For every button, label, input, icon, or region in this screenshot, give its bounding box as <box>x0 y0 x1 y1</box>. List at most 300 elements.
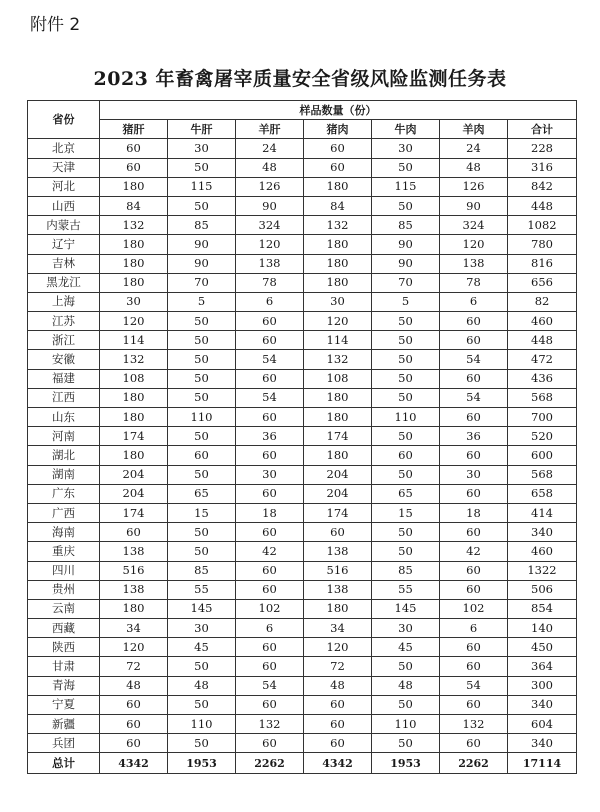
table-row <box>28 619 577 638</box>
count-cell: 60 <box>236 312 304 331</box>
count-cell: 90 <box>372 254 440 273</box>
count-cell: 78 <box>236 273 304 292</box>
count-cell: 60 <box>440 369 508 388</box>
count-cell: 30 <box>100 292 168 311</box>
header-column: 羊肝 <box>236 120 304 139</box>
count-cell: 60 <box>440 446 508 465</box>
province-cell: 浙江 <box>28 331 100 350</box>
count-cell: 174 <box>304 427 372 446</box>
count-cell: 60 <box>304 695 372 714</box>
count-cell: 6 <box>440 292 508 311</box>
count-cell: 30 <box>440 465 508 484</box>
count-cell: 204 <box>100 465 168 484</box>
count-cell: 854 <box>508 599 577 618</box>
count-cell: 132 <box>100 216 168 235</box>
count-cell: 30 <box>304 292 372 311</box>
count-cell: 36 <box>236 427 304 446</box>
count-cell: 54 <box>236 388 304 407</box>
count-cell: 436 <box>508 369 577 388</box>
count-cell: 180 <box>100 177 168 196</box>
count-cell: 460 <box>508 312 577 331</box>
count-cell: 60 <box>236 484 304 503</box>
count-cell: 50 <box>372 734 440 753</box>
table-row <box>28 676 577 695</box>
count-cell: 110 <box>372 408 440 427</box>
count-cell: 600 <box>508 446 577 465</box>
count-cell: 50 <box>372 331 440 350</box>
table-row <box>28 542 577 561</box>
count-cell: 842 <box>508 177 577 196</box>
count-cell: 138 <box>304 542 372 561</box>
count-cell: 84 <box>304 196 372 215</box>
count-cell: 700 <box>508 408 577 427</box>
total-cell: 4342 <box>100 753 168 774</box>
province-cell: 湖南 <box>28 465 100 484</box>
province-cell: 上海 <box>28 292 100 311</box>
header-column: 猪肝 <box>100 120 168 139</box>
count-cell: 42 <box>440 542 508 561</box>
count-cell: 180 <box>304 177 372 196</box>
count-cell: 6 <box>236 292 304 311</box>
table-row <box>28 715 577 734</box>
province-cell: 山西 <box>28 196 100 215</box>
count-cell: 30 <box>372 139 440 158</box>
count-cell: 85 <box>372 216 440 235</box>
count-cell: 50 <box>168 312 236 331</box>
count-cell: 180 <box>304 388 372 407</box>
count-cell: 110 <box>168 408 236 427</box>
count-cell: 55 <box>372 580 440 599</box>
count-cell: 50 <box>168 695 236 714</box>
count-cell: 60 <box>236 523 304 542</box>
count-cell: 50 <box>168 196 236 215</box>
count-cell: 120 <box>304 312 372 331</box>
count-cell: 50 <box>372 657 440 676</box>
count-cell: 138 <box>440 254 508 273</box>
count-cell: 60 <box>304 158 372 177</box>
count-cell: 60 <box>440 312 508 331</box>
count-cell: 90 <box>440 196 508 215</box>
count-cell: 140 <box>508 619 577 638</box>
count-cell: 54 <box>440 388 508 407</box>
count-cell: 60 <box>100 695 168 714</box>
count-cell: 180 <box>304 235 372 254</box>
count-cell: 568 <box>508 465 577 484</box>
count-cell: 520 <box>508 427 577 446</box>
count-cell: 50 <box>168 331 236 350</box>
province-cell: 重庆 <box>28 542 100 561</box>
count-cell: 50 <box>168 523 236 542</box>
count-cell: 180 <box>100 254 168 273</box>
count-cell: 50 <box>372 350 440 369</box>
count-cell: 50 <box>372 312 440 331</box>
table-row <box>28 139 577 158</box>
count-cell: 120 <box>100 638 168 657</box>
table-row <box>28 408 577 427</box>
table-row <box>28 599 577 618</box>
count-cell: 340 <box>508 734 577 753</box>
count-cell: 656 <box>508 273 577 292</box>
count-cell: 72 <box>100 657 168 676</box>
table-row <box>28 273 577 292</box>
count-cell: 180 <box>304 273 372 292</box>
header-row-group <box>28 101 577 120</box>
count-cell: 414 <box>508 503 577 522</box>
count-cell: 340 <box>508 695 577 714</box>
table-body <box>28 139 577 753</box>
count-cell: 65 <box>372 484 440 503</box>
count-cell: 60 <box>100 715 168 734</box>
count-cell: 506 <box>508 580 577 599</box>
count-cell: 18 <box>236 503 304 522</box>
count-cell: 132 <box>304 350 372 369</box>
count-cell: 1082 <box>508 216 577 235</box>
count-cell: 60 <box>440 695 508 714</box>
total-cell: 2262 <box>236 753 304 774</box>
count-cell: 54 <box>440 676 508 695</box>
count-cell: 85 <box>168 561 236 580</box>
count-cell: 60 <box>100 734 168 753</box>
province-cell: 海南 <box>28 523 100 542</box>
count-cell: 90 <box>168 235 236 254</box>
count-cell: 60 <box>100 158 168 177</box>
count-cell: 65 <box>168 484 236 503</box>
count-cell: 5 <box>372 292 440 311</box>
count-cell: 50 <box>168 427 236 446</box>
count-cell: 60 <box>440 331 508 350</box>
province-cell: 安徽 <box>28 350 100 369</box>
count-cell: 180 <box>304 254 372 273</box>
count-cell: 50 <box>168 734 236 753</box>
province-cell: 四川 <box>28 561 100 580</box>
count-cell: 60 <box>236 446 304 465</box>
count-cell: 138 <box>100 580 168 599</box>
header-column: 合计 <box>508 120 577 139</box>
count-cell: 174 <box>100 427 168 446</box>
table-row <box>28 561 577 580</box>
count-cell: 15 <box>372 503 440 522</box>
province-cell: 贵州 <box>28 580 100 599</box>
count-cell: 114 <box>304 331 372 350</box>
count-cell: 36 <box>440 427 508 446</box>
count-cell: 34 <box>100 619 168 638</box>
count-cell: 45 <box>168 638 236 657</box>
header-column: 羊肉 <box>440 120 508 139</box>
province-cell: 甘肃 <box>28 657 100 676</box>
header-sample-count: 样品数量（份） <box>100 101 577 120</box>
count-cell: 228 <box>508 139 577 158</box>
count-cell: 50 <box>168 350 236 369</box>
count-cell: 180 <box>304 599 372 618</box>
count-cell: 30 <box>168 139 236 158</box>
document-title: 2023 年畜禽屠宰质量安全省级风险监测任务表 <box>93 68 507 90</box>
count-cell: 138 <box>304 580 372 599</box>
count-cell: 54 <box>440 350 508 369</box>
count-cell: 50 <box>372 369 440 388</box>
province-cell: 广东 <box>28 484 100 503</box>
count-cell: 60 <box>236 695 304 714</box>
province-cell: 辽宁 <box>28 235 100 254</box>
count-cell: 82 <box>508 292 577 311</box>
count-cell: 60 <box>236 561 304 580</box>
count-cell: 460 <box>508 542 577 561</box>
count-cell: 15 <box>168 503 236 522</box>
count-cell: 174 <box>100 503 168 522</box>
count-cell: 50 <box>168 542 236 561</box>
table-row <box>28 734 577 753</box>
count-cell: 84 <box>100 196 168 215</box>
header-column: 牛肉 <box>372 120 440 139</box>
table-row <box>28 465 577 484</box>
table-row <box>28 503 577 522</box>
count-cell: 60 <box>236 638 304 657</box>
count-cell: 60 <box>304 715 372 734</box>
count-cell: 450 <box>508 638 577 657</box>
count-cell: 24 <box>236 139 304 158</box>
count-cell: 50 <box>168 369 236 388</box>
count-cell: 50 <box>168 158 236 177</box>
count-cell: 180 <box>100 235 168 254</box>
count-cell: 138 <box>236 254 304 273</box>
count-cell: 60 <box>304 139 372 158</box>
count-cell: 60 <box>100 523 168 542</box>
count-cell: 180 <box>100 273 168 292</box>
count-cell: 48 <box>168 676 236 695</box>
count-cell: 60 <box>440 523 508 542</box>
attachment-label: 附件 2 <box>30 15 81 35</box>
count-cell: 50 <box>372 523 440 542</box>
count-cell: 60 <box>440 408 508 427</box>
province-cell: 广西 <box>28 503 100 522</box>
table-row <box>28 350 577 369</box>
count-cell: 115 <box>372 177 440 196</box>
count-cell: 110 <box>168 715 236 734</box>
count-cell: 70 <box>372 273 440 292</box>
count-cell: 60 <box>100 139 168 158</box>
province-cell: 云南 <box>28 599 100 618</box>
province-cell: 河北 <box>28 177 100 196</box>
table-row <box>28 657 577 676</box>
province-cell: 北京 <box>28 139 100 158</box>
count-cell: 72 <box>304 657 372 676</box>
count-cell: 50 <box>168 388 236 407</box>
table-row <box>28 196 577 215</box>
count-cell: 50 <box>168 465 236 484</box>
count-cell: 180 <box>100 388 168 407</box>
count-cell: 108 <box>100 369 168 388</box>
count-cell: 30 <box>372 619 440 638</box>
count-cell: 120 <box>236 235 304 254</box>
count-cell: 448 <box>508 196 577 215</box>
province-cell: 黑龙江 <box>28 273 100 292</box>
count-cell: 50 <box>372 427 440 446</box>
count-cell: 85 <box>168 216 236 235</box>
count-cell: 78 <box>440 273 508 292</box>
count-cell: 132 <box>236 715 304 734</box>
table-row <box>28 158 577 177</box>
count-cell: 48 <box>304 676 372 695</box>
count-cell: 120 <box>440 235 508 254</box>
count-cell: 120 <box>100 312 168 331</box>
count-cell: 30 <box>168 619 236 638</box>
count-cell: 180 <box>100 599 168 618</box>
table-row <box>28 388 577 407</box>
count-cell: 60 <box>168 446 236 465</box>
table-row <box>28 369 577 388</box>
count-cell: 60 <box>440 561 508 580</box>
table-row <box>28 695 577 714</box>
count-cell: 60 <box>304 734 372 753</box>
table-row <box>28 580 577 599</box>
count-cell: 568 <box>508 388 577 407</box>
header-column: 牛肝 <box>168 120 236 139</box>
count-cell: 45 <box>372 638 440 657</box>
count-cell: 50 <box>372 388 440 407</box>
province-cell: 新疆 <box>28 715 100 734</box>
province-cell: 青海 <box>28 676 100 695</box>
count-cell: 340 <box>508 523 577 542</box>
province-cell: 兵团 <box>28 734 100 753</box>
count-cell: 60 <box>236 657 304 676</box>
header-row-columns <box>28 120 577 139</box>
count-cell: 70 <box>168 273 236 292</box>
table-row <box>28 638 577 657</box>
count-cell: 120 <box>304 638 372 657</box>
count-cell: 180 <box>100 408 168 427</box>
province-cell: 江苏 <box>28 312 100 331</box>
count-cell: 60 <box>440 484 508 503</box>
count-cell: 180 <box>100 446 168 465</box>
count-cell: 1322 <box>508 561 577 580</box>
count-cell: 132 <box>440 715 508 734</box>
count-cell: 102 <box>236 599 304 618</box>
province-cell: 内蒙古 <box>28 216 100 235</box>
count-cell: 364 <box>508 657 577 676</box>
count-cell: 115 <box>168 177 236 196</box>
count-cell: 50 <box>372 695 440 714</box>
count-cell: 42 <box>236 542 304 561</box>
province-cell: 山东 <box>28 408 100 427</box>
table-row <box>28 312 577 331</box>
count-cell: 90 <box>236 196 304 215</box>
count-cell: 60 <box>304 523 372 542</box>
count-cell: 658 <box>508 484 577 503</box>
total-cell: 2262 <box>440 753 508 774</box>
count-cell: 60 <box>236 580 304 599</box>
province-cell: 宁夏 <box>28 695 100 714</box>
count-cell: 55 <box>168 580 236 599</box>
count-cell: 472 <box>508 350 577 369</box>
count-cell: 60 <box>236 408 304 427</box>
count-cell: 316 <box>508 158 577 177</box>
count-cell: 132 <box>100 350 168 369</box>
count-cell: 60 <box>440 580 508 599</box>
total-row <box>28 753 577 774</box>
count-cell: 50 <box>372 196 440 215</box>
table-header <box>28 101 577 139</box>
count-cell: 48 <box>372 676 440 695</box>
count-cell: 18 <box>440 503 508 522</box>
province-cell: 天津 <box>28 158 100 177</box>
count-cell: 300 <box>508 676 577 695</box>
total-label: 总计 <box>28 753 100 774</box>
header-province: 省份 <box>28 101 100 139</box>
count-cell: 516 <box>304 561 372 580</box>
count-cell: 126 <box>236 177 304 196</box>
count-cell: 34 <box>304 619 372 638</box>
province-cell: 西藏 <box>28 619 100 638</box>
count-cell: 54 <box>236 676 304 695</box>
count-cell: 145 <box>168 599 236 618</box>
count-cell: 516 <box>100 561 168 580</box>
count-cell: 780 <box>508 235 577 254</box>
table-row <box>28 177 577 196</box>
table-row <box>28 235 577 254</box>
count-cell: 54 <box>236 350 304 369</box>
count-cell: 816 <box>508 254 577 273</box>
count-cell: 108 <box>304 369 372 388</box>
province-cell: 吉林 <box>28 254 100 273</box>
count-cell: 90 <box>372 235 440 254</box>
count-cell: 6 <box>236 619 304 638</box>
count-cell: 324 <box>440 216 508 235</box>
count-cell: 48 <box>236 158 304 177</box>
table-row <box>28 523 577 542</box>
total-cell: 1953 <box>168 753 236 774</box>
count-cell: 60 <box>236 331 304 350</box>
count-cell: 110 <box>372 715 440 734</box>
count-cell: 132 <box>304 216 372 235</box>
province-cell: 江西 <box>28 388 100 407</box>
count-cell: 60 <box>440 734 508 753</box>
count-cell: 60 <box>440 657 508 676</box>
count-cell: 50 <box>372 542 440 561</box>
table-row <box>28 216 577 235</box>
count-cell: 60 <box>236 734 304 753</box>
count-cell: 50 <box>168 657 236 676</box>
count-cell: 604 <box>508 715 577 734</box>
count-cell: 204 <box>100 484 168 503</box>
count-cell: 60 <box>236 369 304 388</box>
province-cell: 福建 <box>28 369 100 388</box>
province-cell: 湖北 <box>28 446 100 465</box>
count-cell: 60 <box>440 638 508 657</box>
count-cell: 204 <box>304 484 372 503</box>
table-row <box>28 446 577 465</box>
count-cell: 30 <box>236 465 304 484</box>
header-column: 猪肉 <box>304 120 372 139</box>
count-cell: 6 <box>440 619 508 638</box>
province-cell: 陕西 <box>28 638 100 657</box>
count-cell: 60 <box>372 446 440 465</box>
count-cell: 180 <box>304 446 372 465</box>
count-cell: 126 <box>440 177 508 196</box>
risk-monitoring-table <box>27 100 577 774</box>
count-cell: 85 <box>372 561 440 580</box>
count-cell: 448 <box>508 331 577 350</box>
count-cell: 5 <box>168 292 236 311</box>
count-cell: 102 <box>440 599 508 618</box>
count-cell: 24 <box>440 139 508 158</box>
table-row <box>28 331 577 350</box>
total-cell: 4342 <box>304 753 372 774</box>
total-cell: 1953 <box>372 753 440 774</box>
table-footer <box>28 753 577 774</box>
count-cell: 174 <box>304 503 372 522</box>
count-cell: 180 <box>304 408 372 427</box>
count-cell: 48 <box>440 158 508 177</box>
count-cell: 145 <box>372 599 440 618</box>
